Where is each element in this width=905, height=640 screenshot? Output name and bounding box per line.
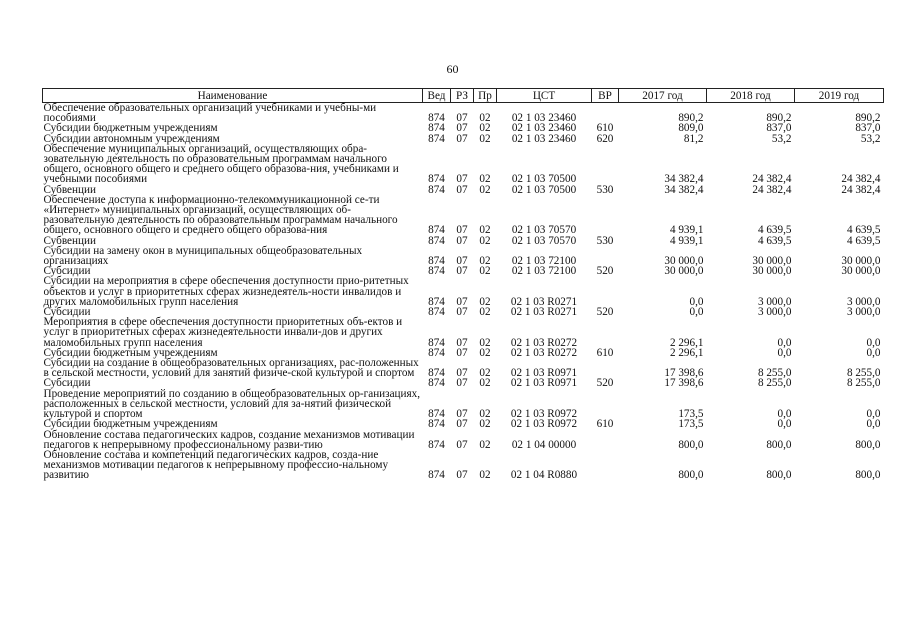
row-ved: 874 bbox=[428, 224, 445, 237]
table-row bbox=[43, 317, 884, 348]
row-ved: 874 bbox=[428, 132, 445, 145]
row-value-2019: 8 255,0 bbox=[846, 367, 881, 380]
header-2019: 2019 год bbox=[795, 89, 884, 103]
row-value-2017: 0,0 bbox=[689, 306, 704, 319]
row-vr bbox=[592, 450, 619, 481]
row-ved: 874 bbox=[428, 122, 445, 135]
row-pr: 02 bbox=[479, 224, 491, 237]
row-value-2019: 800,0 bbox=[855, 469, 881, 482]
row-pr: 02 bbox=[479, 367, 491, 380]
row-value-2017: 809,0 bbox=[678, 122, 704, 135]
table-row bbox=[43, 450, 884, 481]
row-name: Субсидии bbox=[43, 306, 91, 319]
row-value-2019: 3 000,0 bbox=[846, 295, 881, 308]
row-pr: 02 bbox=[479, 408, 491, 421]
row-value-2017: 81,2 bbox=[683, 132, 704, 145]
row-vr bbox=[592, 144, 619, 185]
row-pr: 02 bbox=[479, 122, 491, 135]
row-name: Обновление состава и компетенций педагогических кадров, созда-ние механизмов мотивации педагогов к непрерывному профессио-нальному развитию bbox=[43, 448, 389, 482]
row-ved: 874 bbox=[428, 377, 445, 390]
row-vr bbox=[592, 389, 619, 420]
row-rz: 07 bbox=[456, 336, 468, 349]
row-rz: 07 bbox=[456, 173, 468, 186]
row-name: Обновление состава педагогических кадров, создание механизмов мотивации педагогов к непрерывному профессиональному разви-тию bbox=[43, 428, 415, 451]
row-pr: 02 bbox=[479, 173, 491, 186]
row-ved: 874 bbox=[428, 418, 445, 431]
row-cst: 02 1 03 R0271 bbox=[510, 295, 578, 308]
table-row bbox=[43, 276, 884, 307]
row-cst: 02 1 03 23460 bbox=[511, 132, 577, 145]
table-row bbox=[43, 195, 884, 236]
row-vr: 530 bbox=[596, 183, 614, 196]
row-pr: 02 bbox=[479, 112, 491, 125]
table-row bbox=[43, 144, 884, 185]
row-cst: 02 1 03 R0971 bbox=[510, 377, 578, 390]
table-row bbox=[43, 389, 884, 420]
row-ved: 874 bbox=[428, 112, 445, 125]
header-ved: Вед bbox=[423, 89, 451, 103]
row-value-2018: 4 639,5 bbox=[757, 224, 792, 237]
row-cst: 02 1 03 R0272 bbox=[510, 346, 578, 359]
row-name: Субсидии bbox=[43, 265, 91, 278]
row-value-2018: 3 000,0 bbox=[757, 306, 792, 319]
row-cst: 02 1 03 70570 bbox=[511, 224, 577, 237]
row-rz: 07 bbox=[456, 438, 468, 451]
row-cst: 02 1 03 R0972 bbox=[510, 408, 578, 421]
row-value-2017: 17 398,6 bbox=[664, 367, 704, 380]
row-value-2019: 24 382,4 bbox=[841, 183, 881, 196]
row-name: Субсидии bbox=[43, 377, 91, 390]
row-vr: 520 bbox=[596, 265, 614, 278]
row-cst: 02 1 03 70570 bbox=[511, 234, 577, 247]
row-cst: 02 1 03 23460 bbox=[511, 112, 577, 125]
row-rz: 07 bbox=[456, 418, 468, 431]
row-cst: 02 1 03 R0271 bbox=[510, 306, 578, 319]
header-cst: ЦСТ bbox=[497, 89, 592, 103]
row-value-2017: 4 939,1 bbox=[669, 224, 704, 237]
row-value-2018: 0,0 bbox=[777, 346, 792, 359]
row-ved: 874 bbox=[428, 469, 445, 482]
row-value-2017: 17 398,6 bbox=[664, 377, 704, 390]
header-pr: Пр bbox=[474, 89, 497, 103]
row-vr bbox=[592, 246, 619, 266]
row-value-2017: 2 296,1 bbox=[669, 346, 704, 359]
row-pr: 02 bbox=[479, 438, 491, 451]
row-rz: 07 bbox=[456, 132, 468, 145]
row-name: Субвенции bbox=[43, 234, 96, 247]
row-ved: 874 bbox=[428, 234, 445, 247]
row-value-2019: 0,0 bbox=[866, 336, 881, 349]
row-value-2018: 30 000,0 bbox=[752, 265, 792, 278]
table-row bbox=[43, 358, 884, 378]
row-value-2017: 34 382,4 bbox=[664, 183, 704, 196]
row-rz: 07 bbox=[456, 122, 468, 135]
row-ved: 874 bbox=[428, 265, 445, 278]
row-value-2019: 30 000,0 bbox=[841, 265, 881, 278]
row-name: Субсидии автономным учреждениям bbox=[43, 132, 220, 145]
table-row bbox=[43, 103, 884, 124]
row-vr bbox=[592, 276, 619, 307]
table-header-row bbox=[43, 89, 884, 103]
header-rz: РЗ bbox=[451, 89, 474, 103]
row-rz: 07 bbox=[456, 377, 468, 390]
row-rz: 07 bbox=[456, 295, 468, 308]
row-pr: 02 bbox=[479, 295, 491, 308]
row-value-2018: 0,0 bbox=[777, 336, 792, 349]
row-pr: 02 bbox=[479, 336, 491, 349]
row-name: Обеспечение муниципальных организаций, осуществляющих обра-зовательную деятельность по образовательным программам начального общего, основного общего и среднего общего образова-ния, учебниками и учебными пособиями bbox=[43, 142, 399, 186]
row-value-2018: 837,0 bbox=[766, 122, 792, 135]
row-value-2019: 800,0 bbox=[855, 438, 881, 451]
row-rz: 07 bbox=[456, 255, 468, 268]
row-name: Субсидии бюджетным учреждениям bbox=[43, 122, 218, 135]
row-name: Мероприятия в сфере обеспечения доступности приоритетных объ-ектов и услуг в приоритетных сферах жизнедеятельности инвали-дов и других маломобильных групп населения bbox=[43, 316, 403, 349]
row-value-2019: 837,0 bbox=[855, 122, 881, 135]
row-vr: 620 bbox=[596, 132, 614, 145]
row-value-2017: 30 000,0 bbox=[664, 265, 704, 278]
row-rz: 07 bbox=[456, 183, 468, 196]
row-value-2018: 8 255,0 bbox=[757, 367, 792, 380]
row-cst: 02 1 03 R0971 bbox=[510, 367, 578, 380]
row-pr: 02 bbox=[479, 346, 491, 359]
row-value-2019: 4 639,5 bbox=[846, 234, 881, 247]
row-value-2018: 800,0 bbox=[766, 469, 792, 482]
row-vr bbox=[592, 430, 619, 450]
row-value-2019: 0,0 bbox=[866, 408, 881, 421]
row-vr: 610 bbox=[596, 346, 614, 359]
row-value-2017: 34 382,4 bbox=[664, 173, 704, 186]
row-value-2018: 0,0 bbox=[777, 408, 792, 421]
row-pr: 02 bbox=[479, 255, 491, 268]
row-vr: 610 bbox=[596, 122, 614, 135]
row-value-2018: 8 255,0 bbox=[757, 377, 792, 390]
row-value-2017: 173,5 bbox=[678, 408, 704, 421]
row-cst: 02 1 03 23460 bbox=[511, 122, 577, 135]
row-vr bbox=[592, 358, 619, 378]
row-pr: 02 bbox=[479, 183, 491, 196]
row-ved: 874 bbox=[428, 367, 445, 380]
row-cst: 02 1 04 00000 bbox=[511, 438, 577, 451]
row-value-2017: 30 000,0 bbox=[664, 255, 704, 268]
row-name: Субсидии на замену окон в муниципальных общеобразовательных организациях bbox=[43, 244, 363, 268]
row-value-2019: 890,2 bbox=[855, 112, 881, 125]
row-rz: 07 bbox=[456, 265, 468, 278]
row-ved: 874 bbox=[428, 346, 445, 359]
row-value-2017: 800,0 bbox=[678, 438, 704, 451]
row-cst: 02 1 03 R0272 bbox=[510, 336, 578, 349]
row-value-2017: 890,2 bbox=[678, 112, 704, 125]
row-value-2017: 173,5 bbox=[678, 418, 704, 431]
row-pr: 02 bbox=[479, 469, 491, 482]
row-ved: 874 bbox=[428, 255, 445, 268]
row-name: Проведение мероприятий по созданию в общеобразовательных ор-ганизациях, расположенных в сельской местности, условий для за-нятий физической культурой и спортом bbox=[43, 387, 421, 421]
row-vr: 610 bbox=[596, 418, 614, 431]
row-name: Обеспечение доступа к информационно-телекоммуникационной се-ти «Интернет» муниципальных организаций, осуществляющих об-разовательную деятельность по образовательным программам начального общего, основного общего и среднего общего образова-ния bbox=[43, 193, 398, 237]
header-name: Наименование bbox=[43, 89, 423, 103]
table-row bbox=[43, 246, 884, 266]
row-cst: 02 1 03 R0972 bbox=[510, 418, 578, 431]
row-ved: 874 bbox=[428, 173, 445, 186]
row-value-2017: 0,0 bbox=[689, 295, 704, 308]
row-ved: 874 bbox=[428, 183, 445, 196]
row-value-2018: 800,0 bbox=[766, 438, 792, 451]
row-value-2019: 30 000,0 bbox=[841, 255, 881, 268]
row-value-2017: 2 296,1 bbox=[669, 336, 704, 349]
row-name: Обеспечение образовательных организаций учебниками и учебны-ми пособиями bbox=[43, 102, 377, 125]
row-ved: 874 bbox=[428, 336, 445, 349]
row-value-2019: 4 639,5 bbox=[846, 224, 881, 237]
row-ved: 874 bbox=[428, 438, 445, 451]
row-value-2018: 24 382,4 bbox=[752, 173, 792, 186]
row-value-2018: 30 000,0 bbox=[752, 255, 792, 268]
row-value-2017: 800,0 bbox=[678, 469, 704, 482]
header-vr: ВР bbox=[592, 89, 619, 103]
row-pr: 02 bbox=[479, 132, 491, 145]
row-rz: 07 bbox=[456, 224, 468, 237]
row-rz: 07 bbox=[456, 112, 468, 125]
row-value-2019: 24 382,4 bbox=[841, 173, 881, 186]
row-ved: 874 bbox=[428, 306, 445, 319]
row-value-2018: 890,2 bbox=[766, 112, 792, 125]
row-value-2019: 3 000,0 bbox=[846, 306, 881, 319]
row-value-2018: 3 000,0 bbox=[757, 295, 792, 308]
row-ved: 874 bbox=[428, 295, 445, 308]
row-vr: 530 bbox=[596, 234, 614, 247]
table-body bbox=[43, 103, 884, 481]
row-rz: 07 bbox=[456, 367, 468, 380]
row-vr bbox=[592, 317, 619, 348]
row-name: Субсидии на создание в общеобразовательных организациях, рас-положенных в сельской местности, условий для занятий физиче-ской культурой и спортом bbox=[43, 357, 419, 380]
row-value-2019: 8 255,0 bbox=[846, 377, 881, 390]
table-row bbox=[43, 430, 884, 450]
row-rz: 07 bbox=[456, 408, 468, 421]
row-pr: 02 bbox=[479, 306, 491, 319]
row-name: Субсидии бюджетным учреждениям bbox=[43, 418, 218, 431]
row-pr: 02 bbox=[479, 265, 491, 278]
row-vr: 520 bbox=[596, 377, 614, 390]
row-value-2019: 0,0 bbox=[866, 418, 881, 431]
row-name: Субсидии на мероприятия в сфере обеспечения доступности прио-ритетных объектов и услуг в приоритетных сферах жизнедеятель-ности инвалидов и других маломобильных групп населения bbox=[43, 275, 409, 308]
row-value-2019: 0,0 bbox=[866, 346, 881, 359]
row-vr: 520 bbox=[596, 306, 614, 319]
row-cst: 02 1 04 R0880 bbox=[510, 469, 578, 482]
header-2018: 2018 год bbox=[707, 89, 795, 103]
row-value-2018: 53,2 bbox=[771, 132, 792, 145]
row-cst: 02 1 03 72100 bbox=[511, 265, 577, 278]
budget-table bbox=[42, 88, 884, 481]
row-value-2017: 4 939,1 bbox=[669, 234, 704, 247]
row-rz: 07 bbox=[456, 346, 468, 359]
row-value-2018: 4 639,5 bbox=[757, 234, 792, 247]
row-value-2019: 53,2 bbox=[860, 132, 881, 145]
row-pr: 02 bbox=[479, 418, 491, 431]
row-rz: 07 bbox=[456, 469, 468, 482]
row-cst: 02 1 03 70500 bbox=[511, 173, 577, 186]
row-rz: 07 bbox=[456, 234, 468, 247]
row-name: Субсидии бюджетным учреждениям bbox=[43, 346, 218, 359]
row-pr: 02 bbox=[479, 377, 491, 390]
row-cst: 02 1 03 72100 bbox=[511, 255, 577, 268]
row-value-2018: 0,0 bbox=[777, 418, 792, 431]
header-2017: 2017 год bbox=[619, 89, 707, 103]
row-name: Субвенции bbox=[43, 183, 96, 196]
row-vr bbox=[592, 103, 619, 124]
row-pr: 02 bbox=[479, 234, 491, 247]
row-rz: 07 bbox=[456, 306, 468, 319]
row-ved: 874 bbox=[428, 408, 445, 421]
row-value-2018: 24 382,4 bbox=[752, 183, 792, 196]
table-row bbox=[43, 419, 884, 429]
row-cst: 02 1 03 70500 bbox=[511, 183, 577, 196]
row-vr bbox=[592, 195, 619, 236]
page-number: 60 bbox=[446, 62, 459, 76]
